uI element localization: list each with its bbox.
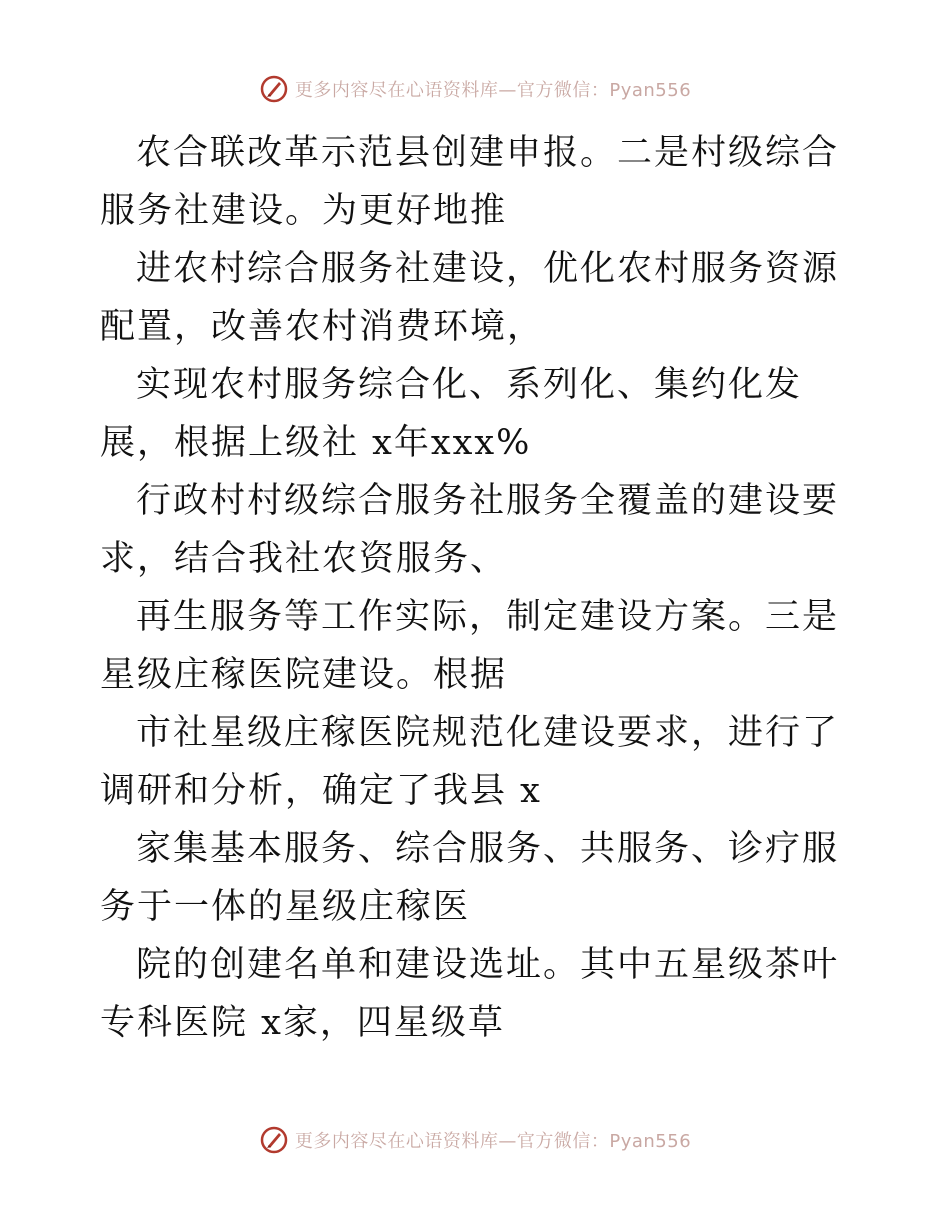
- paragraph: 农合联改革示范县创建申报。二是村级综合服务社建设。为更好地推: [100, 133, 840, 231]
- paragraph: 行政村村级综合服务社服务全覆盖的建设要求，结合我社农资服务、: [100, 481, 840, 579]
- watermark-text: 更多内容尽在心语资料库—官方微信：Pyan556: [294, 80, 692, 101]
- paragraph: 进农村综合服务社建设，优化农村服务资源配置，改善农村消费环境，: [100, 249, 840, 347]
- quill-pen-logo-icon: [259, 74, 289, 104]
- header-watermark: [0, 72, 950, 106]
- paragraph: 市社星级庄稼医院规范化建设要求，进行了调研和分析，确定了我县 x: [100, 713, 840, 811]
- paragraph: 院的创建名单和建设选址。其中五星级茶叶专科医院 x家，四星级草: [100, 945, 840, 1043]
- quill-pen-logo-icon: [259, 1125, 289, 1155]
- paragraph: 家集基本服务、综合服务、共服务、诊疗服务于一体的星级庄稼医: [100, 829, 840, 927]
- document-body: [100, 124, 860, 1052]
- paragraph: 实现农村服务综合化、系列化、集约化发展，根据上级社 x年xxx%: [100, 365, 803, 463]
- footer-watermark: [0, 1123, 950, 1157]
- watermark-text: 更多内容尽在心语资料库—官方微信：Pyan556: [294, 1131, 692, 1152]
- paragraph: 再生服务等工作实际，制定建设方案。三是星级庄稼医院建设。根据: [100, 597, 840, 695]
